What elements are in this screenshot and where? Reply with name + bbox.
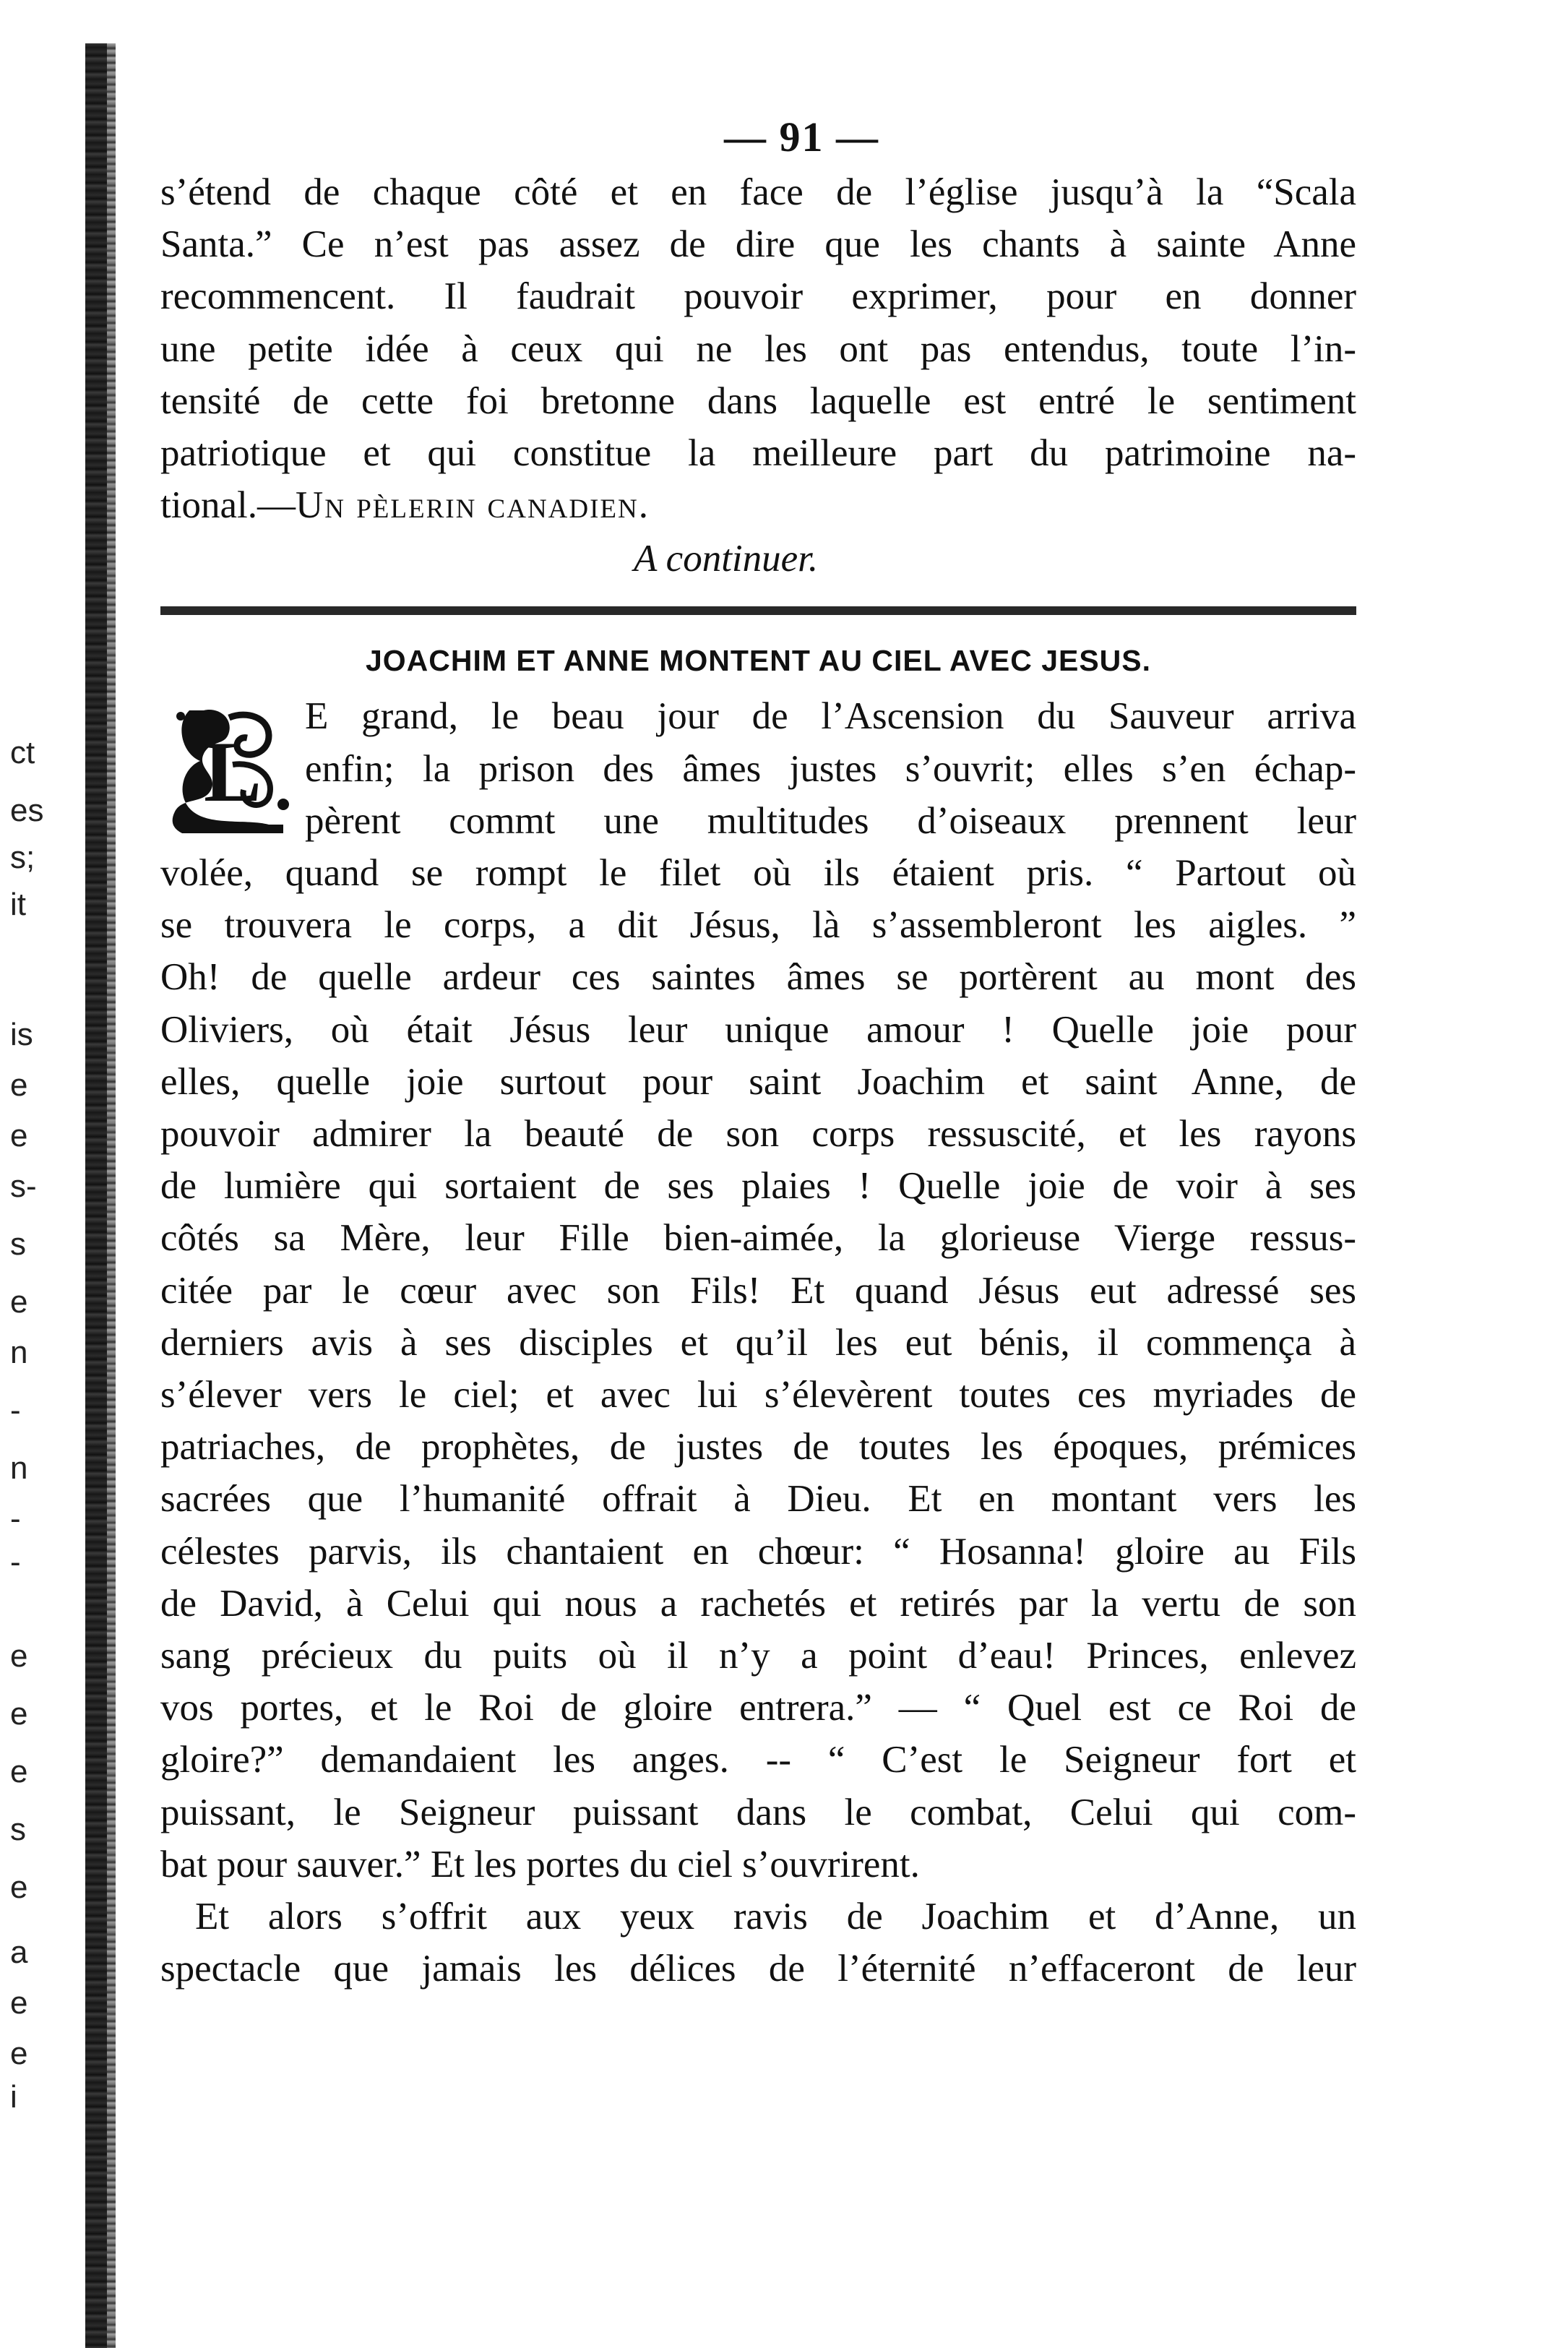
- text-line: de lumière qui sortaient de ses plaies ! Quelle joie de voir à ses: [160, 1165, 1356, 1208]
- text-line: tensité de cette foi bretonne dans laquelle est entré le sentiment: [160, 379, 1356, 422]
- text-line-signature: [160, 479, 1356, 531]
- text-line: spectacle que jamais les délices de l’éternité n’effaceront de leur: [160, 1948, 1356, 1990]
- margin-bleed-fragment: is: [10, 1017, 33, 1052]
- text-line: bat pour sauver.” Et les portes du ciel s’ouvrirent.: [160, 1843, 920, 1885]
- margin-bleed-fragment: e: [10, 1638, 28, 1674]
- text-line: vos portes, et le Roi de gloire entrera.” — “ Quel est ce Roi de: [160, 1687, 1356, 1729]
- margin-bleed-fragment: s-: [10, 1169, 37, 1204]
- margin-bleed-fragment: -: [10, 1393, 21, 1428]
- text-line: côtés sa Mère, leur Fille bien-aimée, la glorieuse Vierge ressus-: [160, 1217, 1356, 1260]
- margin-bleed-fragment: e: [10, 1985, 28, 2021]
- page: [160, 108, 1356, 1995]
- text-line: sacrées que l’humanité offrait à Dieu. Et en montant vers les: [160, 1478, 1356, 1521]
- text-line: Et alors s’offrit aux yeux ravis de Joachim et d’Anne, un: [195, 1896, 1356, 1938]
- page-number: — 91 —: [724, 113, 879, 160]
- text-line: volée, quand se rompt le filet où ils étaient pris. “ Partout où: [160, 852, 1356, 895]
- main-paragraph-block: [160, 690, 1356, 1891]
- margin-bleed-fragment: i: [10, 2079, 17, 2115]
- text-line: de David, à Celui qui nous a rachetés et retirés par la vertu de son: [160, 1582, 1356, 1625]
- continuation-note: A continuer.: [634, 538, 819, 580]
- margin-bleed-fragment: -: [10, 1501, 21, 1536]
- text-line: E grand, le beau jour de l’Ascension du Sauveur arriva: [305, 695, 1356, 738]
- text-line: se trouvera le corps, a dit Jésus, là s’assembleront les aigles. ”: [160, 904, 1356, 947]
- margin-bleed-fragment: s: [10, 1226, 26, 1262]
- text-line: Oliviers, où était Jésus leur unique amour ! Quelle joie pour: [160, 1008, 1356, 1051]
- text-line: recommencent. Il faudrait pouvoir exprimer, pour en donner: [160, 275, 1356, 318]
- margin-bleed-fragment: n: [10, 1335, 28, 1370]
- book-gutter-shadow: [85, 0, 116, 2348]
- text-line: patriotique et qui constitue la meilleure part du patrimoine na-: [160, 432, 1356, 475]
- text-line: patriaches, de prophètes, de justes de toutes les époques, prémices: [160, 1426, 1356, 1468]
- text-line: puissant, le Seigneur puissant dans le combat, Celui qui com-: [160, 1791, 1356, 1833]
- margin-bleed-fragment: e: [10, 1754, 28, 1789]
- text-line: gloire?” demandaient les anges. -- “ C’est le Seigneur fort et: [160, 1739, 1356, 1781]
- margin-bleed-fragment: -: [10, 1544, 21, 1580]
- margin-bleed-fragment: a: [10, 1935, 28, 1970]
- text-line: pouvoir admirer la beauté de son corps ressuscité, et les rayons: [160, 1113, 1356, 1156]
- last-line-text: tional.—: [160, 484, 296, 527]
- text-line: célestes parvis, ils chantaient en chœur: “ Hosanna! gloire au Fils: [160, 1530, 1356, 1573]
- margin-bleed-fragment: n: [10, 1450, 28, 1486]
- text-line: derniers avis à ses disciples et qu’il les eut bénis, il commença à: [160, 1321, 1356, 1364]
- signature: Un pèlerin canadien.: [295, 484, 650, 527]
- text-line: citée par le cœur avec son Fils! Et quand Jésus eut adressé ses: [160, 1269, 1356, 1312]
- text-line: pèrent commt une multitudes d’oiseaux prennent leur: [305, 799, 1356, 842]
- text-line: enfin; la prison des âmes justes s’ouvrit; elles s’en échap-: [305, 747, 1356, 790]
- continued-paragraph: [160, 166, 1356, 531]
- margin-bleed-fragment: s: [10, 1812, 26, 1847]
- text-line: Santa.” Ce n’est pas assez de dire que les chants à sainte Anne: [160, 223, 1356, 266]
- gutter-top: [85, 0, 116, 43]
- margin-bleed-fragment: e: [10, 1870, 28, 1905]
- section-title: JOACHIM ET ANNE MONTENT AU CIEL AVEC JESUS.: [365, 644, 1152, 678]
- margin-bleed-fragment: it: [10, 887, 26, 922]
- ornamental-divider: [160, 596, 1356, 625]
- text-line: s’élever vers le ciel; et avec lui s’élevèrent toutes ces myriades de: [160, 1374, 1356, 1416]
- margin-bleed-fragment: e: [10, 2036, 28, 2071]
- margin-bleed-fragment: e: [10, 1118, 28, 1153]
- main-paragraph: [160, 690, 1356, 1891]
- text-line: Oh! de quelle ardeur ces saintes âmes se portèrent au mont des: [160, 956, 1356, 999]
- dropcap-letter: L: [204, 723, 262, 820]
- text-line: une petite idée à ceux qui ne les ont pas entendus, toute l’in-: [160, 327, 1356, 370]
- text-line: sang précieux du puits où il n’y a point d’eau! Princes, enlevez: [160, 1635, 1356, 1677]
- final-paragraph: [160, 1891, 1356, 1995]
- margin-bleed-fragment: s;: [10, 840, 35, 875]
- margin-bleed-fragment: e: [10, 1696, 28, 1732]
- text-line: s’étend de chaque côté et en face de l’église jusqu’à la “Scala: [160, 171, 1356, 213]
- margin-bleed-fragment: e: [10, 1067, 28, 1103]
- decorated-initial-l-icon: [160, 696, 298, 840]
- margin-bleed-fragment: e: [10, 1284, 28, 1320]
- margin-bleed-fragment: es: [10, 793, 44, 828]
- margin-bleed-fragment: ct: [10, 735, 35, 770]
- text-line: elles, quelle joie surtout pour saint Joachim et saint Anne, de: [160, 1060, 1356, 1103]
